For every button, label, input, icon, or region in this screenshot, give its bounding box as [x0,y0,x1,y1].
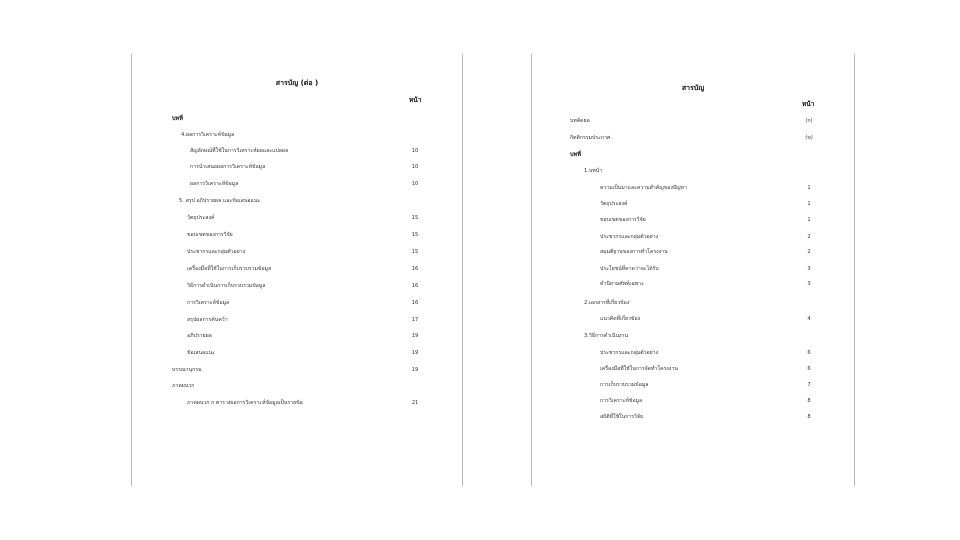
toc-entry [532,298,854,308]
toc-entry [532,199,854,209]
toc-entry [532,364,854,374]
toc-entry-label: บทที่ [172,116,183,122]
toc-entry-page-number: 1 [807,201,811,207]
toc-entry [532,116,854,126]
toc-entry [132,264,462,274]
toc-entry-label: สรุปผลการค้นคว้า [187,317,228,323]
toc-entry-label: 3.วิธีการดำเนินงาน [584,333,629,339]
toc-title: สารบัญ (ต่อ ) [275,79,319,87]
toc-entry-page-number: (ข) [805,135,813,141]
toc-entry-page-number: 15 [411,215,419,221]
toc-entry-page-number: 3 [807,281,811,287]
toc-entry-page-number: 4 [807,316,811,322]
toc-entry-label: เครื่องมือที่ใช้ในการเก็บรวบรวมข้อมูล [187,266,272,272]
toc-entry-label: สถิติที่ใช้ในการวิจัย [600,414,644,420]
toc-page-left [131,54,463,486]
toc-entry-label: 5. สรุป อภิปรายผล และข้อเสนอแนะ [179,198,261,204]
toc-entry-label: ประโยชน์ที่คาดว่าจะได้รับ [600,266,659,272]
toc-entry-page-number: 21 [411,400,419,406]
toc-entry-label: ความเป็นมาและความสำคัญของปัญหา [600,185,687,191]
toc-entry-label: บทคัดย่อ [570,118,590,124]
toc-entry [532,133,854,143]
toc-entry [132,230,462,240]
toc-entry-page-number: 2 [807,234,811,240]
toc-entry-page-number: 17 [411,317,419,323]
toc-entry-page-number: 16 [411,266,419,272]
toc-entry-page-number: 15 [411,249,419,255]
toc-entry-label: การวิเคราะห์ข้อมูล [187,300,230,306]
toc-entry [132,348,462,358]
toc-entry-label: คำนิยามศัพท์เฉพาะ [600,281,644,287]
toc-entry-page-number: 8 [807,398,811,404]
toc-title: สารบัญ [681,84,705,92]
toc-entry [532,314,854,324]
toc-entry-label: ภาคผนวก ก ตารางผลการวิเคราะห์ข้อมูลเป็นรายข้อ [187,400,303,406]
toc-entry-page-number: 6 [807,350,811,356]
toc-entry-label: แนวคิดที่เกี่ยวข้อง [600,316,641,322]
toc-entry [132,247,462,257]
toc-entry-page-number: 19 [411,333,419,339]
toc-entry-label: สมมติฐานของการทำโครงงาน [600,249,668,255]
toc-entry-page-number: 8 [807,414,811,420]
toc-entry [532,232,854,242]
toc-entry [132,298,462,308]
toc-entry [532,215,854,225]
toc-entry-label: วัตถุประสงค์ [600,201,628,207]
toc-entry [132,130,462,140]
toc-entry-page-number: 3 [807,266,811,272]
toc-entry-label: การนำเสนอผลการวิเคราะห์ข้อมูล [190,164,266,170]
toc-entry [132,114,462,124]
toc-entry-label: 4.ผลการวิเคราะห์ข้อมูล [181,132,235,138]
toc-entry-label: การวิเคราะห์ข้อมูล [600,398,643,404]
toc-entry-label: บรรณานุกรม [172,367,202,373]
toc-entry-label: วิธีการดำเนินการเก็บรวบรวมข้อมูล [187,283,266,289]
toc-entry [132,213,462,223]
toc-entry-page-number: 10 [411,148,419,154]
page-column-header: หน้า [409,96,422,104]
toc-entry-page-number: 2 [807,249,811,255]
toc-entry-page-number: 7 [807,382,811,388]
toc-entry [532,183,854,193]
toc-entry [532,348,854,358]
toc-entry-page-number: 15 [411,232,419,238]
toc-entry-label: บทที่ [570,152,581,158]
toc-entry-page-number: 10 [411,164,419,170]
toc-entry-label: ขอบเขตของการวิจัย [187,232,233,238]
toc-entry-label: อภิปรายผล [187,333,212,339]
toc-entry-page-number: 1 [807,217,811,223]
toc-entry-page-number: (ก) [805,118,813,124]
toc-entry [532,247,854,257]
toc-entry-label: ผลการวิเคราะห์ข้อมูล [190,181,239,187]
toc-entry [532,166,854,176]
toc-entry [532,380,854,390]
toc-entry [132,179,462,189]
toc-entry-page-number: 19 [411,350,419,356]
toc-entry-label: การเก็บรวบรวมข้อมูล [600,382,649,388]
toc-entry-page-number: 10 [411,181,419,187]
toc-entry-label: ประชากรและกลุ่มตัวอย่าง [187,249,246,255]
toc-entry [132,381,462,391]
toc-page-right [531,54,855,486]
toc-entry-page-number: 1 [807,185,811,191]
toc-entry [132,196,462,206]
toc-entry-page-number: 6 [807,366,811,372]
toc-entry [132,315,462,325]
toc-entry-page-number: 19 [411,367,419,373]
toc-entry-label: 1.บทนำ [584,168,603,174]
toc-entry [532,279,854,289]
toc-entry-page-number: 16 [411,300,419,306]
toc-entry-label: ภาคผนวก [172,383,195,389]
toc-entry [532,396,854,406]
toc-entry [532,264,854,274]
toc-entry-label: สัญลักษณ์ที่ใช้ในการวิเคราะห์ผลและแปลผล [190,148,289,154]
toc-entry [132,331,462,341]
page-column-header: หน้า [802,100,815,108]
toc-entry [132,398,462,408]
toc-entry [132,146,462,156]
toc-entry [132,162,462,172]
toc-entry-label: วัตถุประสงค์ [187,215,215,221]
toc-entry-label: ขอบเขตของการวิจัย [600,217,646,223]
toc-entry [532,150,854,160]
toc-entry [132,365,462,375]
toc-entry [532,331,854,341]
toc-entry-label: ประชากรและกลุ่มตัวอย่าง [600,350,659,356]
toc-entry-label: 2.เอกสารที่เกี่ยวข้อง [584,300,630,306]
toc-entry [132,281,462,291]
toc-entry-label: กิตติกรรมประกาศ [570,135,611,141]
toc-entry-label: เครื่องมือที่ใช้ในการจัดทำโครงงาน [600,366,678,372]
toc-entry-page-number: 16 [411,283,419,289]
toc-entry [532,412,854,422]
toc-entry-label: ประชากรและกลุ่มตัวอย่าง [600,234,659,240]
toc-entry-label: ข้อเสนอแนะ [187,350,215,356]
